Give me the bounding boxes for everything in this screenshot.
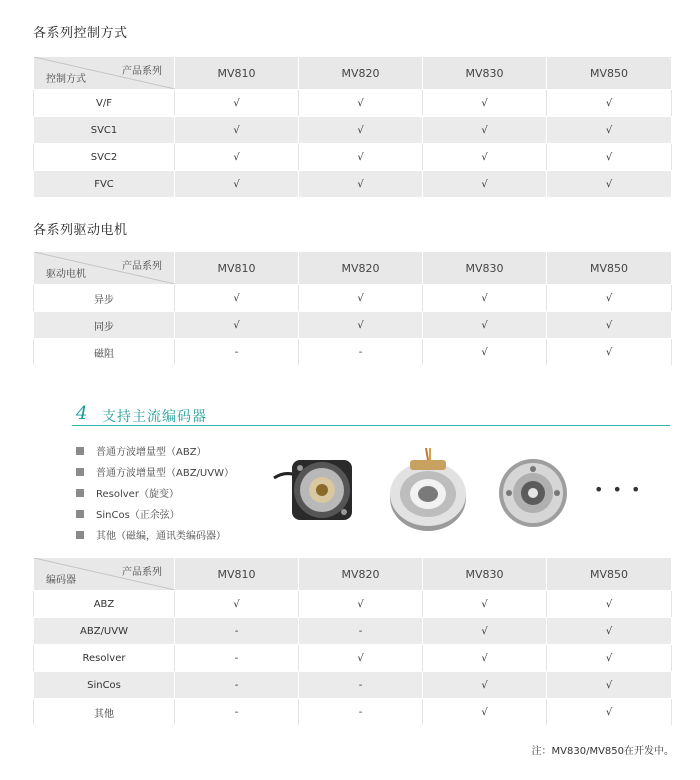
table-cell: √ [547,285,672,312]
table-cell: √ [299,591,423,618]
column-header: MV830 [423,252,547,285]
section-title: 支持主流编码器 [102,409,207,425]
table-cell: - [175,699,299,726]
table-cell: √ [547,144,672,171]
row-label: 异步 [34,285,175,312]
resolver-encoder-image [386,446,470,532]
row-label: 磁阻 [34,339,175,366]
column-header: MV850 [547,57,672,90]
table-cell: √ [299,171,423,198]
table-row [34,699,672,726]
square-bullet-icon [76,489,84,497]
encoder-type-list [76,440,234,545]
table-cell: √ [423,672,547,699]
table-cell: √ [299,312,423,339]
row-label: ABZ/UVW [34,618,175,645]
table-row [34,171,672,198]
table-cell: √ [299,117,423,144]
table-cell: √ [547,339,672,366]
table-cell: - [175,645,299,672]
row-label: SVC2 [34,144,175,171]
row-label: 其他 [34,699,175,726]
table-cell: √ [547,90,672,117]
column-header: MV820 [299,558,423,591]
column-header: MV830 [423,57,547,90]
list-item [76,524,234,545]
table-cell: √ [423,618,547,645]
table-cell: √ [423,144,547,171]
row-label: FVC [34,171,175,198]
column-header: MV820 [299,252,423,285]
table-cell: - [175,339,299,366]
table-cell: √ [175,591,299,618]
table-row [34,144,672,171]
square-bullet-icon [76,468,84,476]
table-cell: √ [299,645,423,672]
row-label: SinCos [34,672,175,699]
table-cell: √ [547,312,672,339]
row-label: V/F [34,90,175,117]
more-ellipsis: • • • [594,480,643,499]
corner-top-label: 产品系列 [122,66,162,77]
table-row [34,645,672,672]
table-cell: √ [423,591,547,618]
control-corner-cell [34,57,175,90]
table-cell: √ [547,171,672,198]
row-label: Resolver [34,645,175,672]
column-header: MV810 [175,57,299,90]
column-header: MV810 [175,558,299,591]
table-cell: √ [547,591,672,618]
table-row [34,312,672,339]
row-label: SVC1 [34,117,175,144]
table-cell: - [299,672,423,699]
table-cell: - [299,699,423,726]
square-bullet-icon [76,447,84,455]
motor-heading: 各系列驱动电机 [33,223,128,238]
table-cell: √ [299,144,423,171]
table-cell: √ [423,90,547,117]
table-cell: √ [299,285,423,312]
column-header: MV850 [547,252,672,285]
table-cell: - [175,618,299,645]
corner-bottom-label: 驱动电机 [46,269,86,280]
encoder-section-header [72,403,670,426]
table-row [34,339,672,366]
table-cell: - [299,618,423,645]
table-cell: √ [175,285,299,312]
table-cell: √ [175,90,299,117]
table-cell: √ [547,672,672,699]
encoder-corner-cell [34,558,175,591]
list-item-label: 其他（磁编，通讯类编码器） [96,531,226,542]
table-cell: √ [423,699,547,726]
table-cell: - [175,672,299,699]
table-row [34,591,672,618]
list-item [76,461,234,482]
column-header: MV850 [547,558,672,591]
row-label: ABZ [34,591,175,618]
row-label: 同步 [34,312,175,339]
table-cell: √ [547,645,672,672]
column-header: MV830 [423,558,547,591]
corner-top-label: 产品系列 [122,567,162,578]
table-row [34,618,672,645]
motor-corner-cell [34,252,175,285]
table-cell: √ [423,312,547,339]
sincos-encoder-image [497,456,569,530]
list-item [76,482,234,503]
corner-bottom-label: 编码器 [46,575,76,586]
list-item-label: 普通方波增量型（ABZ/UVW） [96,468,234,479]
table-cell: - [299,339,423,366]
encoder-table [33,557,672,726]
table-cell: √ [175,312,299,339]
table-cell: √ [423,285,547,312]
table-cell: √ [547,618,672,645]
table-cell: √ [423,171,547,198]
motor-table [33,251,672,366]
control-table [33,56,672,198]
incremental-encoder-image [272,448,364,528]
table-row [34,285,672,312]
table-cell: √ [175,117,299,144]
table-row [34,672,672,699]
table-cell: √ [175,171,299,198]
square-bullet-icon [76,510,84,518]
list-item-label: 普通方波增量型（ABZ） [96,447,207,458]
table-cell: √ [175,144,299,171]
table-cell: √ [423,339,547,366]
column-header: MV810 [175,252,299,285]
corner-bottom-label: 控制方式 [46,74,86,85]
table-row [34,117,672,144]
table-cell: √ [547,699,672,726]
footnote: 注：MV830/MV850在开发中。 [531,746,674,757]
column-header: MV820 [299,57,423,90]
table-cell: √ [547,117,672,144]
control-heading: 各系列控制方式 [33,26,128,41]
list-item-label: Resolver（旋变） [96,489,179,500]
table-row [34,90,672,117]
list-item [76,503,234,524]
table-cell: √ [423,645,547,672]
square-bullet-icon [76,531,84,539]
list-item [76,440,234,461]
list-item-label: SinCos（正余弦） [96,510,180,521]
table-cell: √ [299,90,423,117]
corner-top-label: 产品系列 [122,261,162,272]
table-cell: √ [423,117,547,144]
section-number: 4 [76,403,88,424]
